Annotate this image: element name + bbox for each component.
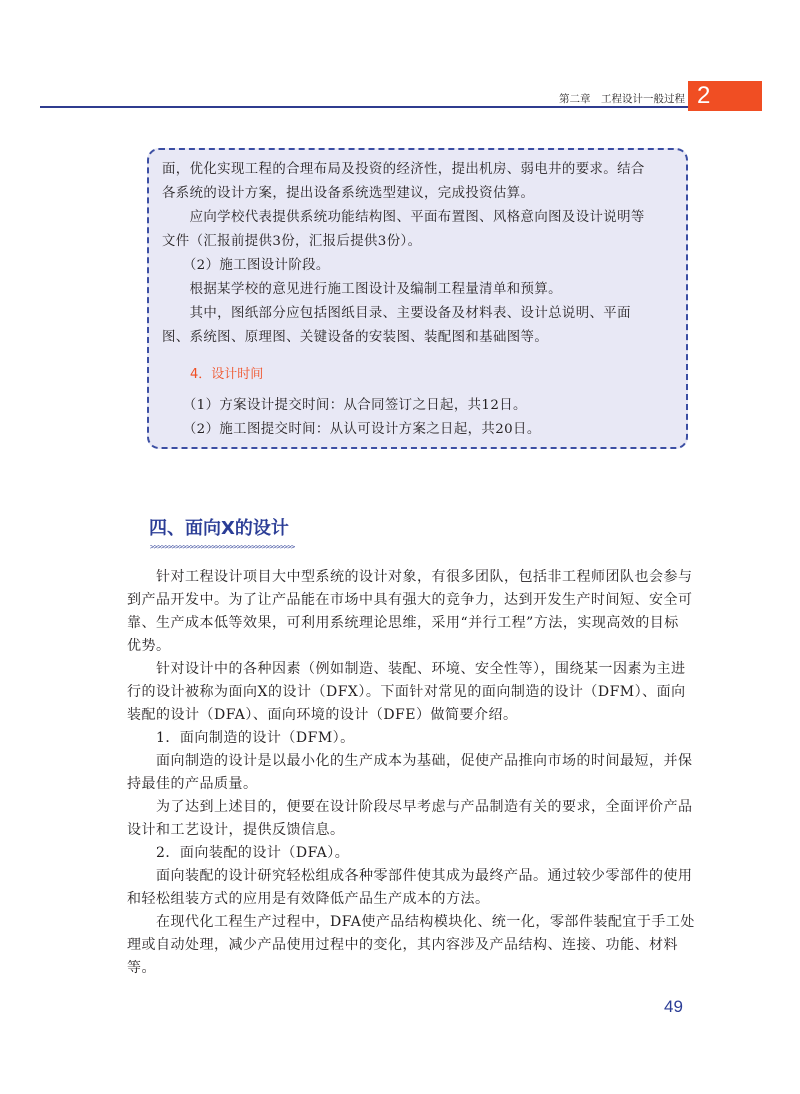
box-line: 各系统的设计方案，提出设备系统选型建议，完成投资估算。	[162, 186, 535, 201]
box-line: 面，优化实现工程的合理布局及投资的经济性，提出机房、弱电井的要求。结合	[162, 162, 645, 177]
body-line: 为了达到上述目的，便要在设计阶段尽早考虑与产品制造有关的要求，全面评价产品	[127, 799, 693, 815]
running-header: 第二章 工程设计一般过程	[559, 93, 685, 105]
body-line: 靠、生产成本低等效果，可利用系统理论思维，采用“并行工程”方法，实现高效的目标	[127, 615, 679, 631]
section-divider: >>>>>>>>>>>>>>>>>>>>>>>>>>>>>>>>>>>>>>>>	[150, 543, 295, 551]
box-line: 根据某学校的意见进行施工图设计及编制工程量清单和预算。	[162, 282, 562, 297]
box-line: 其中，图纸部分应包括图纸目录、主要设备及材料表、设计总说明、平面	[162, 306, 631, 321]
body-line: 2．面向装配的设计（DFA）。	[127, 845, 350, 861]
body-line: 等。	[127, 960, 156, 976]
body-line: 行的设计被称为面向X的设计（DFX）。下面针对常见的面向制造的设计（DFM）、面向	[127, 684, 686, 700]
box-line: 文件（汇报前提供3份，汇报后提供3份）。	[162, 234, 422, 249]
body-line: 设计和工艺设计，提供反馈信息。	[127, 822, 345, 838]
body-line: 1．面向制造的设计（DFM）。	[127, 730, 355, 746]
body-line: 到产品开发中。为了让产品能在市场中具有强大的竞争力，达到开发生产时间短、安全可	[127, 592, 693, 608]
chapter-number-badge: 2	[688, 81, 762, 111]
header-rule	[40, 106, 688, 108]
body-line: 优势。	[127, 638, 171, 654]
page-number: 49	[664, 997, 683, 1016]
body-line: 在现代化工程生产过程中，DFA使产品结构模块化、统一化，零部件装配宜于手工处	[127, 914, 695, 930]
box-line: （2）施工图设计阶段。	[162, 258, 330, 273]
body-line: 面向装配的设计研究轻松组成各种零部件使其成为最终产品。通过较少零部件的使用	[127, 868, 693, 884]
body-line: 和轻松组装方式的应用是有效降低产品生产成本的方法。	[127, 891, 490, 907]
body-line: 面向制造的设计是以最小化的生产成本为基础，促使产品推向市场的时间最短，并保	[127, 753, 693, 769]
box-line: 图、系统图、原理图、关键设备的安装图、装配图和基础图等。	[162, 330, 549, 345]
box-line: 应向学校代表提供系统功能结构图、平面布置图、风格意向图及设计说明等	[162, 210, 645, 225]
box-line: （2）施工图提交时间：从认可设计方案之日起，共20日。	[162, 422, 541, 437]
body-line: 装配的设计（DFA）、面向环境的设计（DFE）做简要介绍。	[127, 707, 518, 723]
box-subheading: 4．设计时间	[190, 367, 264, 382]
box-line: （1）方案设计提交时间：从合同签订之日起，共12日。	[162, 398, 527, 413]
body-line: 持最佳的产品质量。	[127, 776, 258, 792]
body-line: 针对设计中的各种因素（例如制造、装配、环境、安全性等），围绕某一因素为主进	[127, 661, 686, 677]
section-title: 四、面向X的设计	[149, 518, 289, 539]
body-line: 理或自动处理，减少产品使用过程中的变化，其内容涉及产品结构、连接、功能、材料	[127, 937, 678, 953]
body-line: 针对工程设计项目大中型系统的设计对象，有很多团队，包括非工程师团队也会参与	[127, 569, 693, 585]
